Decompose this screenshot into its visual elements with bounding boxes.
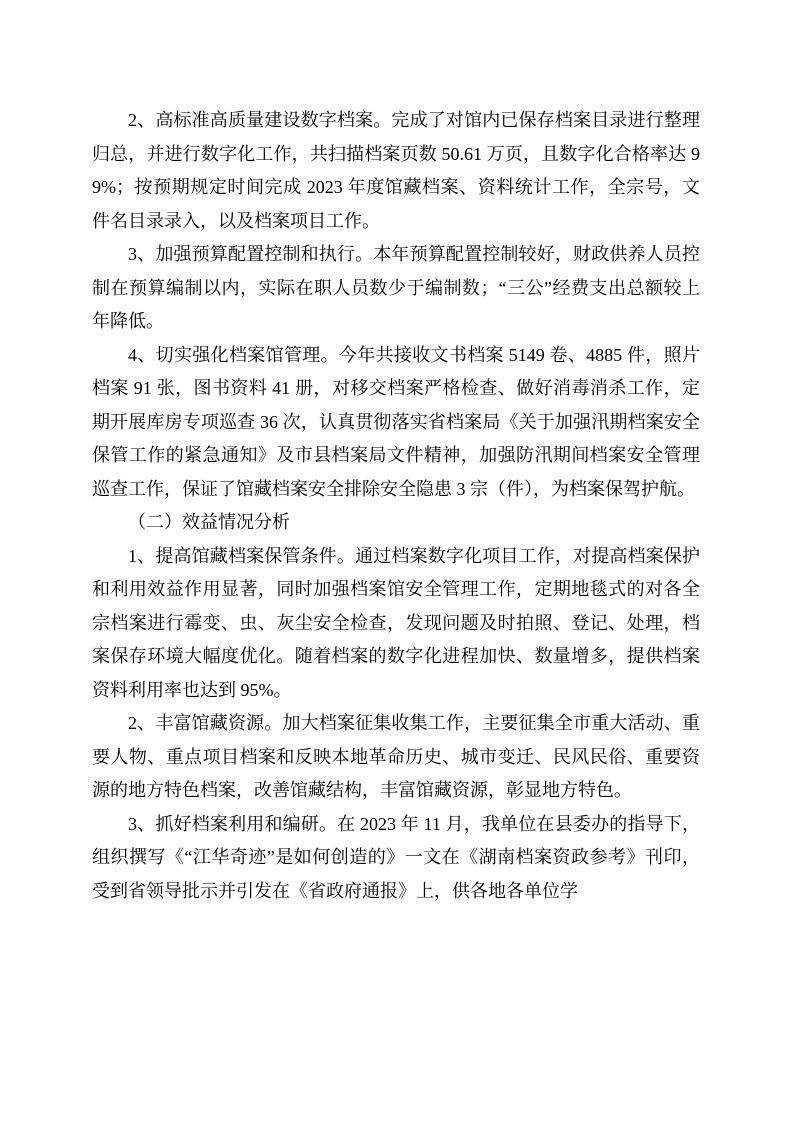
paragraph-budget-control: 3、加强预算配置控制和执行。本年预算配置控制较好，财政供养人员控制在预算编制以内，实际在职人员数少于编制数；“三公”经费支出总额较上年降低。 <box>92 244 700 331</box>
paragraph-archive-management: 4、切实强化档案馆管理。今年共接收文书档案 5149 卷、4885 件，照片档案 91 张，图书资料 41 册，对移交档案严格检查、做好消毒消杀工作，定期开展库房专项巡查 36 次，认真贯彻落实省档案局《关于加强汛期档案安全保管工作的紧急通知》及市县档案局文件精神，加强防汛期间档案安全管理巡查工作，保证了馆藏档案安全排除安全隐患 3 宗（件），为档案保驾护航。 <box>92 344 700 499</box>
paragraph-collection-resources: 2、丰富馆藏资源。加大档案征集收集工作，主要征集全市重大活动、重要人物、重点项目档案和反映本地革命历史、城市变迁、民风民俗、重要资源的地方特色档案，改善馆藏结构，丰富馆藏资源，彰显地方特色。 <box>92 713 700 800</box>
paragraph-storage-conditions: 1、提高馆藏档案保管条件。通过档案数字化项目工作，对提高档案保护和利用效益作用显著，同时加强档案馆安全管理工作，定期地毯式的对各全宗档案进行霉变、虫、灰尘安全检查，发现问题及时拍照、登记、处理，档案保存环境大幅度优化。随着档案的数字化进程加快、数量增多，提供档案资料利用率也达到 95%。 <box>92 545 700 700</box>
paragraph-utilization-research: 3、抓好档案利用和编研。在 2023 年 11 月，我单位在县委办的指导下，组织撰写《“江华奇迹”是如何创造的》一文在《湖南档案资政参考》刊印，受到省领导批示并引发在《省政府通报》上，供各地各单位学 <box>92 813 700 901</box>
paragraph-digital-archive: 2、高标准高质量建设数字档案。完成了对馆内已保存档案目录进行整理归总，并进行数字化工作，共扫描档案页数 50.61 万页，且数字化合格率达 99%；按预期规定时间完成 2023 年度馆藏档案、资料统计工作，全宗号，文件名目录录入，以及档案项目工作。 <box>92 110 700 231</box>
section-heading-benefit-analysis: （二）效益情况分析 <box>128 512 290 532</box>
